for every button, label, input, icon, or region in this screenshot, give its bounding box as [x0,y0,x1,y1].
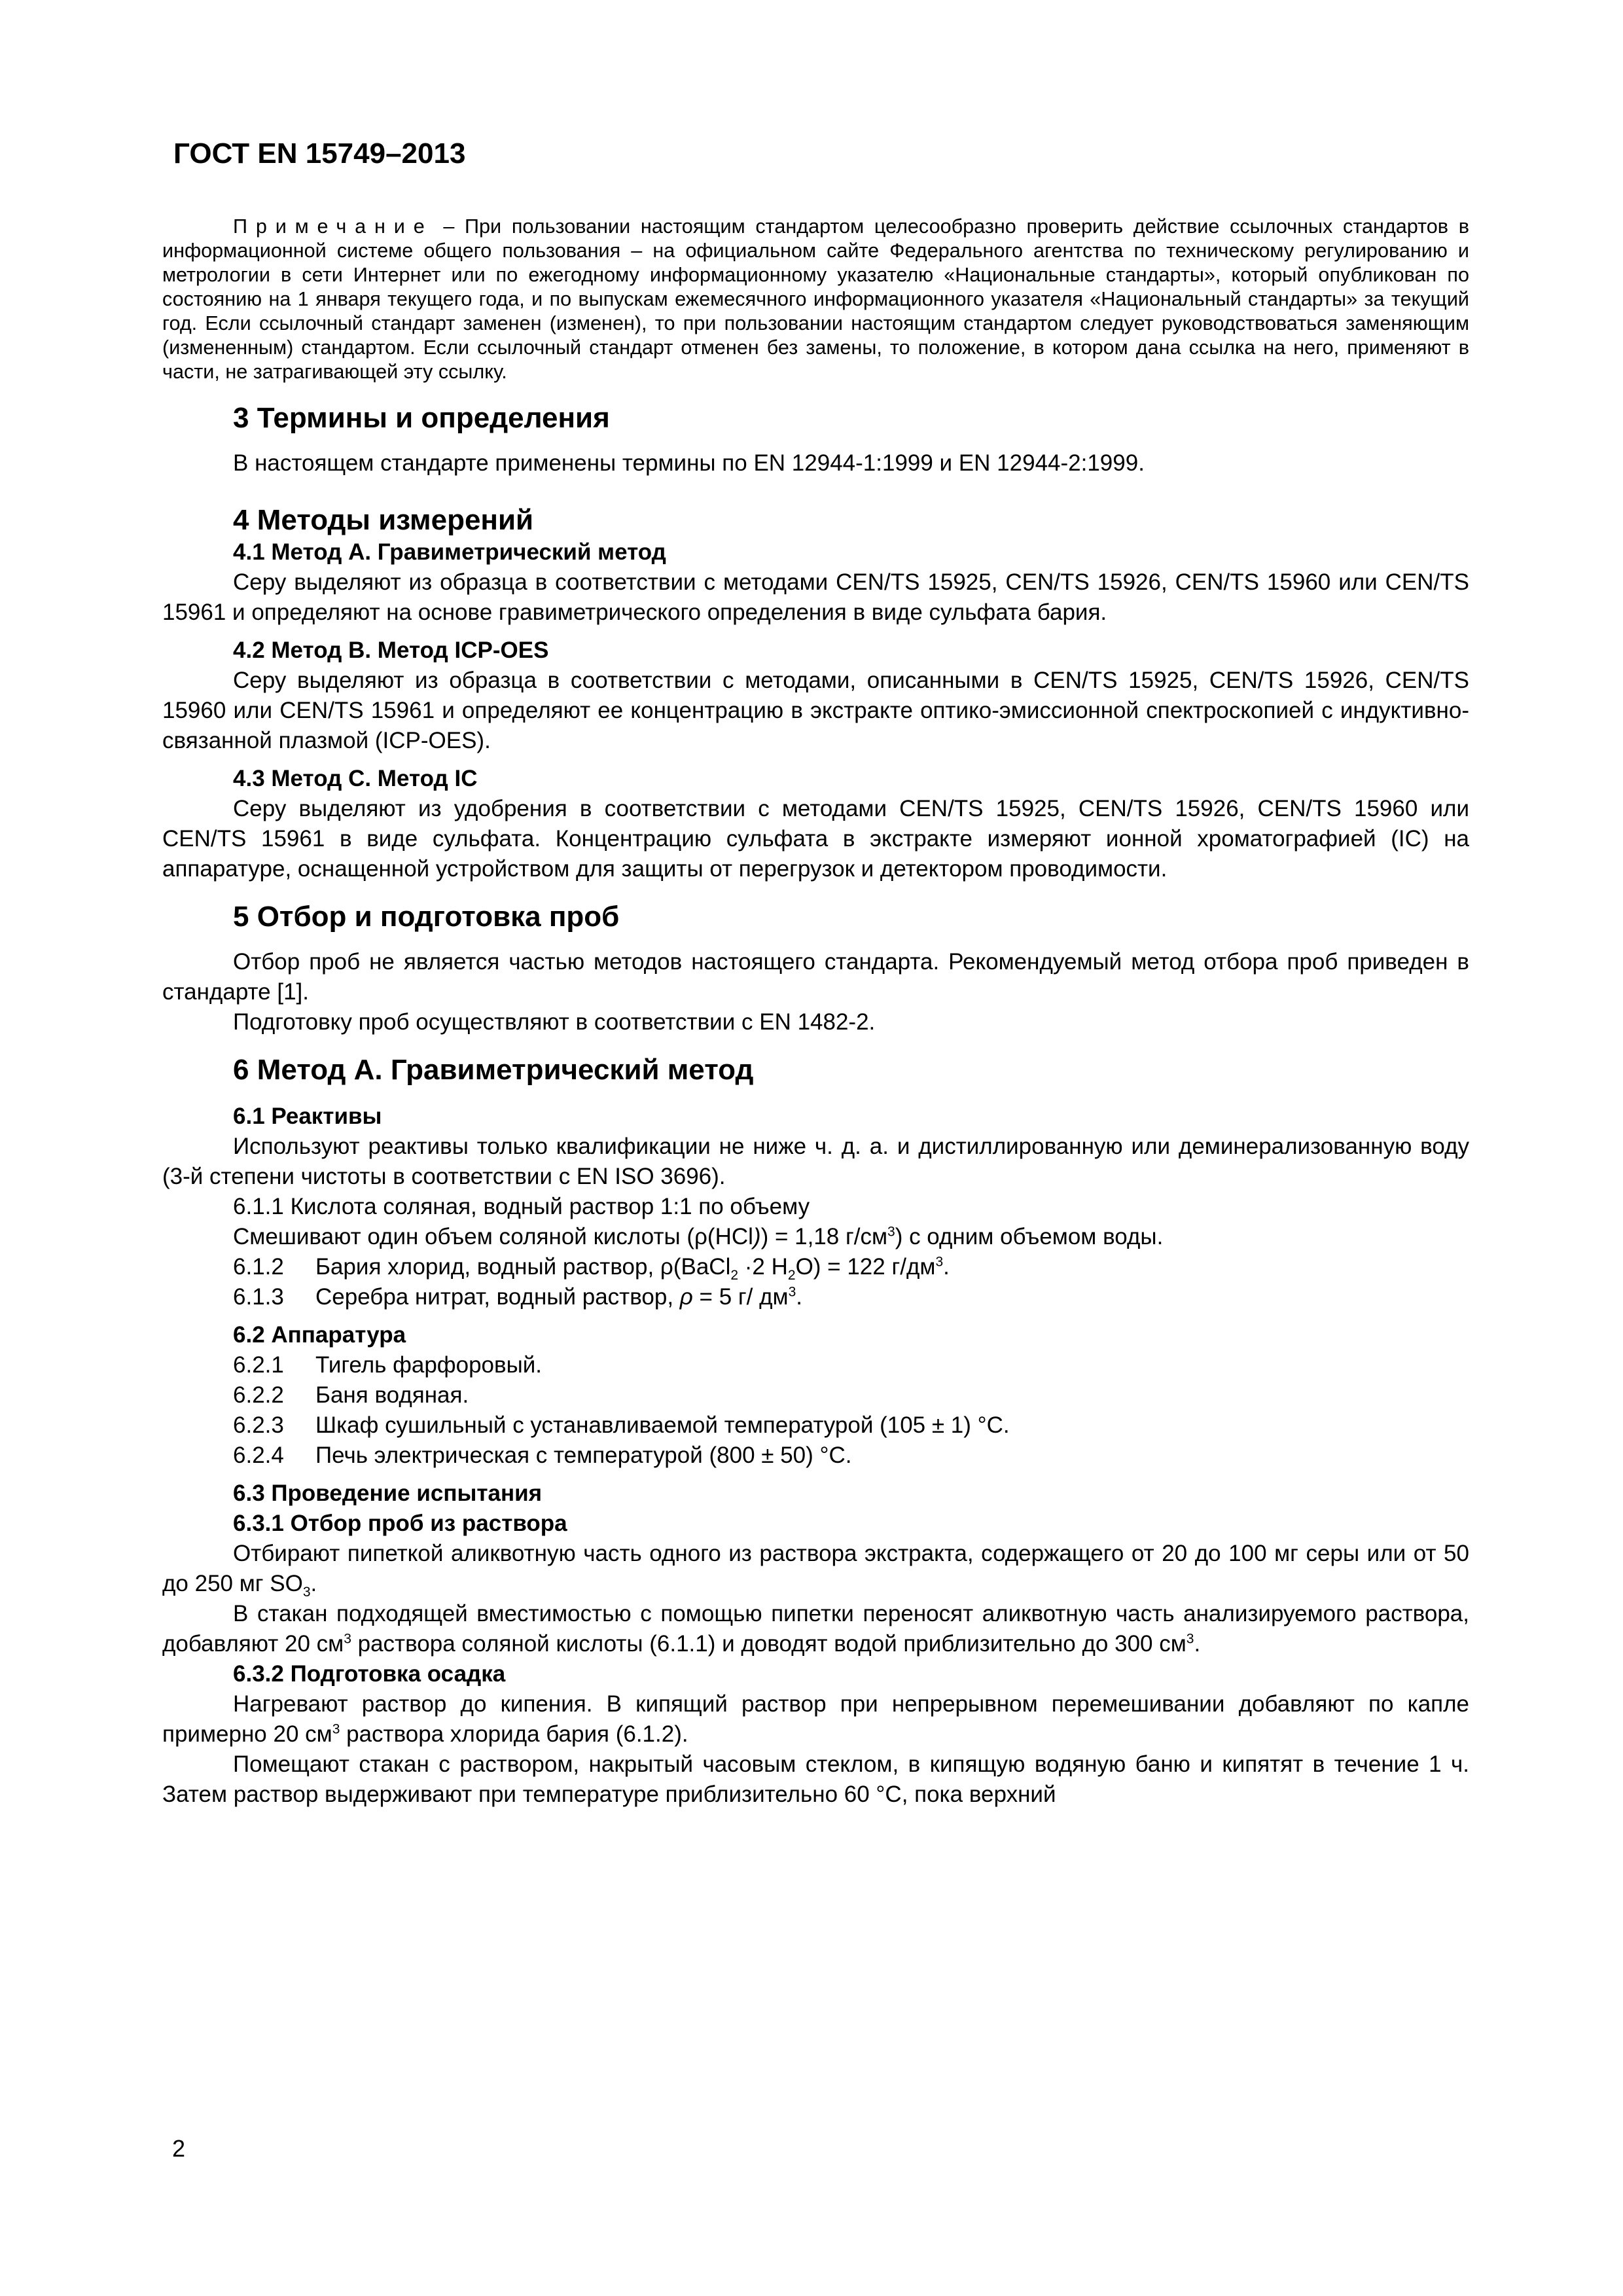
subsection-6-3-2-text-1: Нагревают раствор до кипения. В кипящий раствор при непрерывном перемешивании добавляют по капле примерно 20 $см^3$ раствора хлорида бария (6.1.2). [162,1691,1469,1747]
subsection-4-3-heading: 4.3 Метод С. Метод IC [233,766,478,791]
apparatus-item: 6.2.2 Баня водяная. [233,1382,469,1408]
subsection-6-1-heading: 6.1 Реактивы [233,1103,382,1129]
subsection-6-3-1-heading: 6.3.1 Отбор проб из раствора [233,1511,567,1536]
item-6-1-1: 6.1.1 Кислота соляная, водный раствор 1:1 по объему [233,1194,810,1219]
subsection-6-3-heading: 6.3 Проведение испытания [233,1480,543,1506]
document-code: ГОСТ EN 15749–2013 [173,137,466,170]
subsection-4-2-heading: 4.2 Метод В. Метод ICP-OES [233,637,549,663]
note-text: – При пользовании настоящим стандартом целесообразно проверить действие ссылочных стандартов в информационной системе общего пользования – на официальном сайте Федерального агентства по техническому регулированию и метрологии в сети Интернет или по ежегодному информационному указателю «Национальные стандарты», который опубликован по состоянию на 1 января текущего года, и по выпускам ежемесячного информационного указателя «Национальный стандарты» за текущий год. Если ссылочный стандарт заменен (изменен), то при пользовании настоящим стандартом следует руководствоваться заменяющим (измененным) стандартом. Если ссылочный стандарт отменен без замены, то положение, в котором дана ссылка на него, применяют в части, не затрагивающей эту ссылку. [162,215,1469,383]
section-5-text-2: Подготовку проб осуществляют в соответствии с EN 1482-2. [233,1009,876,1035]
section-5-text-1: Отбор проб не является частью методов настоящего стандарта. Рекомендуемый метод отбора проб приведен в стандарте [1]. [162,949,1469,1005]
subsection-6-3-1-text-2: В стакан подходящей вместимостью с помощью пипетки переносят аликвотную часть анализируемого раствора, добавляют 20 $см^3$ раствора соляной кислоты (6.1.1) и доводят водой приблизительно до 300 $см^3$. [162,1601,1469,1657]
apparatus-item: 6.2.3 Шкаф сушильный с устанавливаемой температурой (105 ± 1) °С. [233,1412,1010,1438]
note-label: Примечание [233,215,433,238]
subsection-4-2-text: Серу выделяют из образца в соответствии с методами, описанными в CEN/TS 15925, CEN/TS 15926, CEN/TS 15960 или CEN/TS 15961 и определяют ее концентрацию в экстракте оптико-эмиссионной спектроскопией с индуктивно-связанной плазмой (ICP-OES). [162,668,1469,753]
note-paragraph [162,215,1469,384]
section-4-heading: 4 Методы измерений [233,504,534,536]
item-6-1-3: 6.1.3 Серебра нитрат, водный раствор, ρ = 5 г/ $дм^3$. [233,1284,803,1310]
section-6-heading: 6 Метод А. Гравиметрический метод [233,1054,754,1086]
subsection-4-1-heading: 4.1 Метод А. Гравиметрический метод [233,539,666,565]
subsection-6-3-2-text-2: Помещают стакан с раствором, накрытый часовым стеклом, в кипящую водяную баню и кипятят в течение 1 ч. Затем раствор выдерживают при температуре приблизительно 60 °С, пока верхний [162,1751,1469,1807]
apparatus-item: 6.2.4 Печь электрическая с температурой (800 ± 50) °С. [233,1443,852,1468]
subsection-6-2-heading: 6.2 Аппаратура [233,1322,406,1348]
subsection-6-3-2-heading: 6.3.2 Подготовка осадка [233,1661,506,1687]
section-3-text: В настоящем стандарте применены термины по EN 12944-1:1999 и EN 12944-2:1999. [233,450,1145,476]
section-3-heading: 3 Термины и определения [233,402,610,434]
section-5-heading: 5 Отбор и подготовка проб [233,901,620,933]
item-6-1-2: 6.1.2 Бария хлорид, водный раствор, ρ(BaCl$_2$ ·2 $H_2O) = 122$ $г/дм^3$. [233,1254,950,1283]
subsection-6-3-1-text-1: Отбирают пипеткой аликвотную часть одного из раствора экстракта, содержащего от 20 до 100 мг серы или от 50 до 250 мг $SO_3$. [162,1541,1469,1600]
page-number: 2 [172,2135,186,2162]
subsection-4-1-text: Серу выделяют из образца в соответствии с методами CEN/TS 15925, CEN/TS 15926, CEN/TS 15960 или CEN/TS 15961 и определяют на основе гравиметрического определения в виде сульфата бария. [162,569,1469,625]
subsection-6-1-text: Используют реактивы только квалификации не ниже ч. д. а. и дистиллированную или деминерализованную воду (3-й степени чистоты в соответствии с EN ISO 3696). [162,1134,1469,1189]
apparatus-item: 6.2.1 Тигель фарфоровый. [233,1352,543,1378]
item-6-1-1-text: Смешивают один объем соляной кислоты (ρ(HCl)) = 1,18 $г/см^3$) с одним объемом воды. [233,1224,1164,1249]
page-content [162,215,1469,1810]
subsection-4-3-text: Серу выделяют из удобрения в соответствии с методами CEN/TS 15925, CEN/TS 15926, CEN/TS 15960 или CEN/TS 15961 в виде сульфата. Концентрацию сульфата в экстракте измеряют ионной хроматографией (IC) на аппаратуре, оснащенной устройством для защиты от перегрузок и детектором проводимости. [162,796,1469,882]
